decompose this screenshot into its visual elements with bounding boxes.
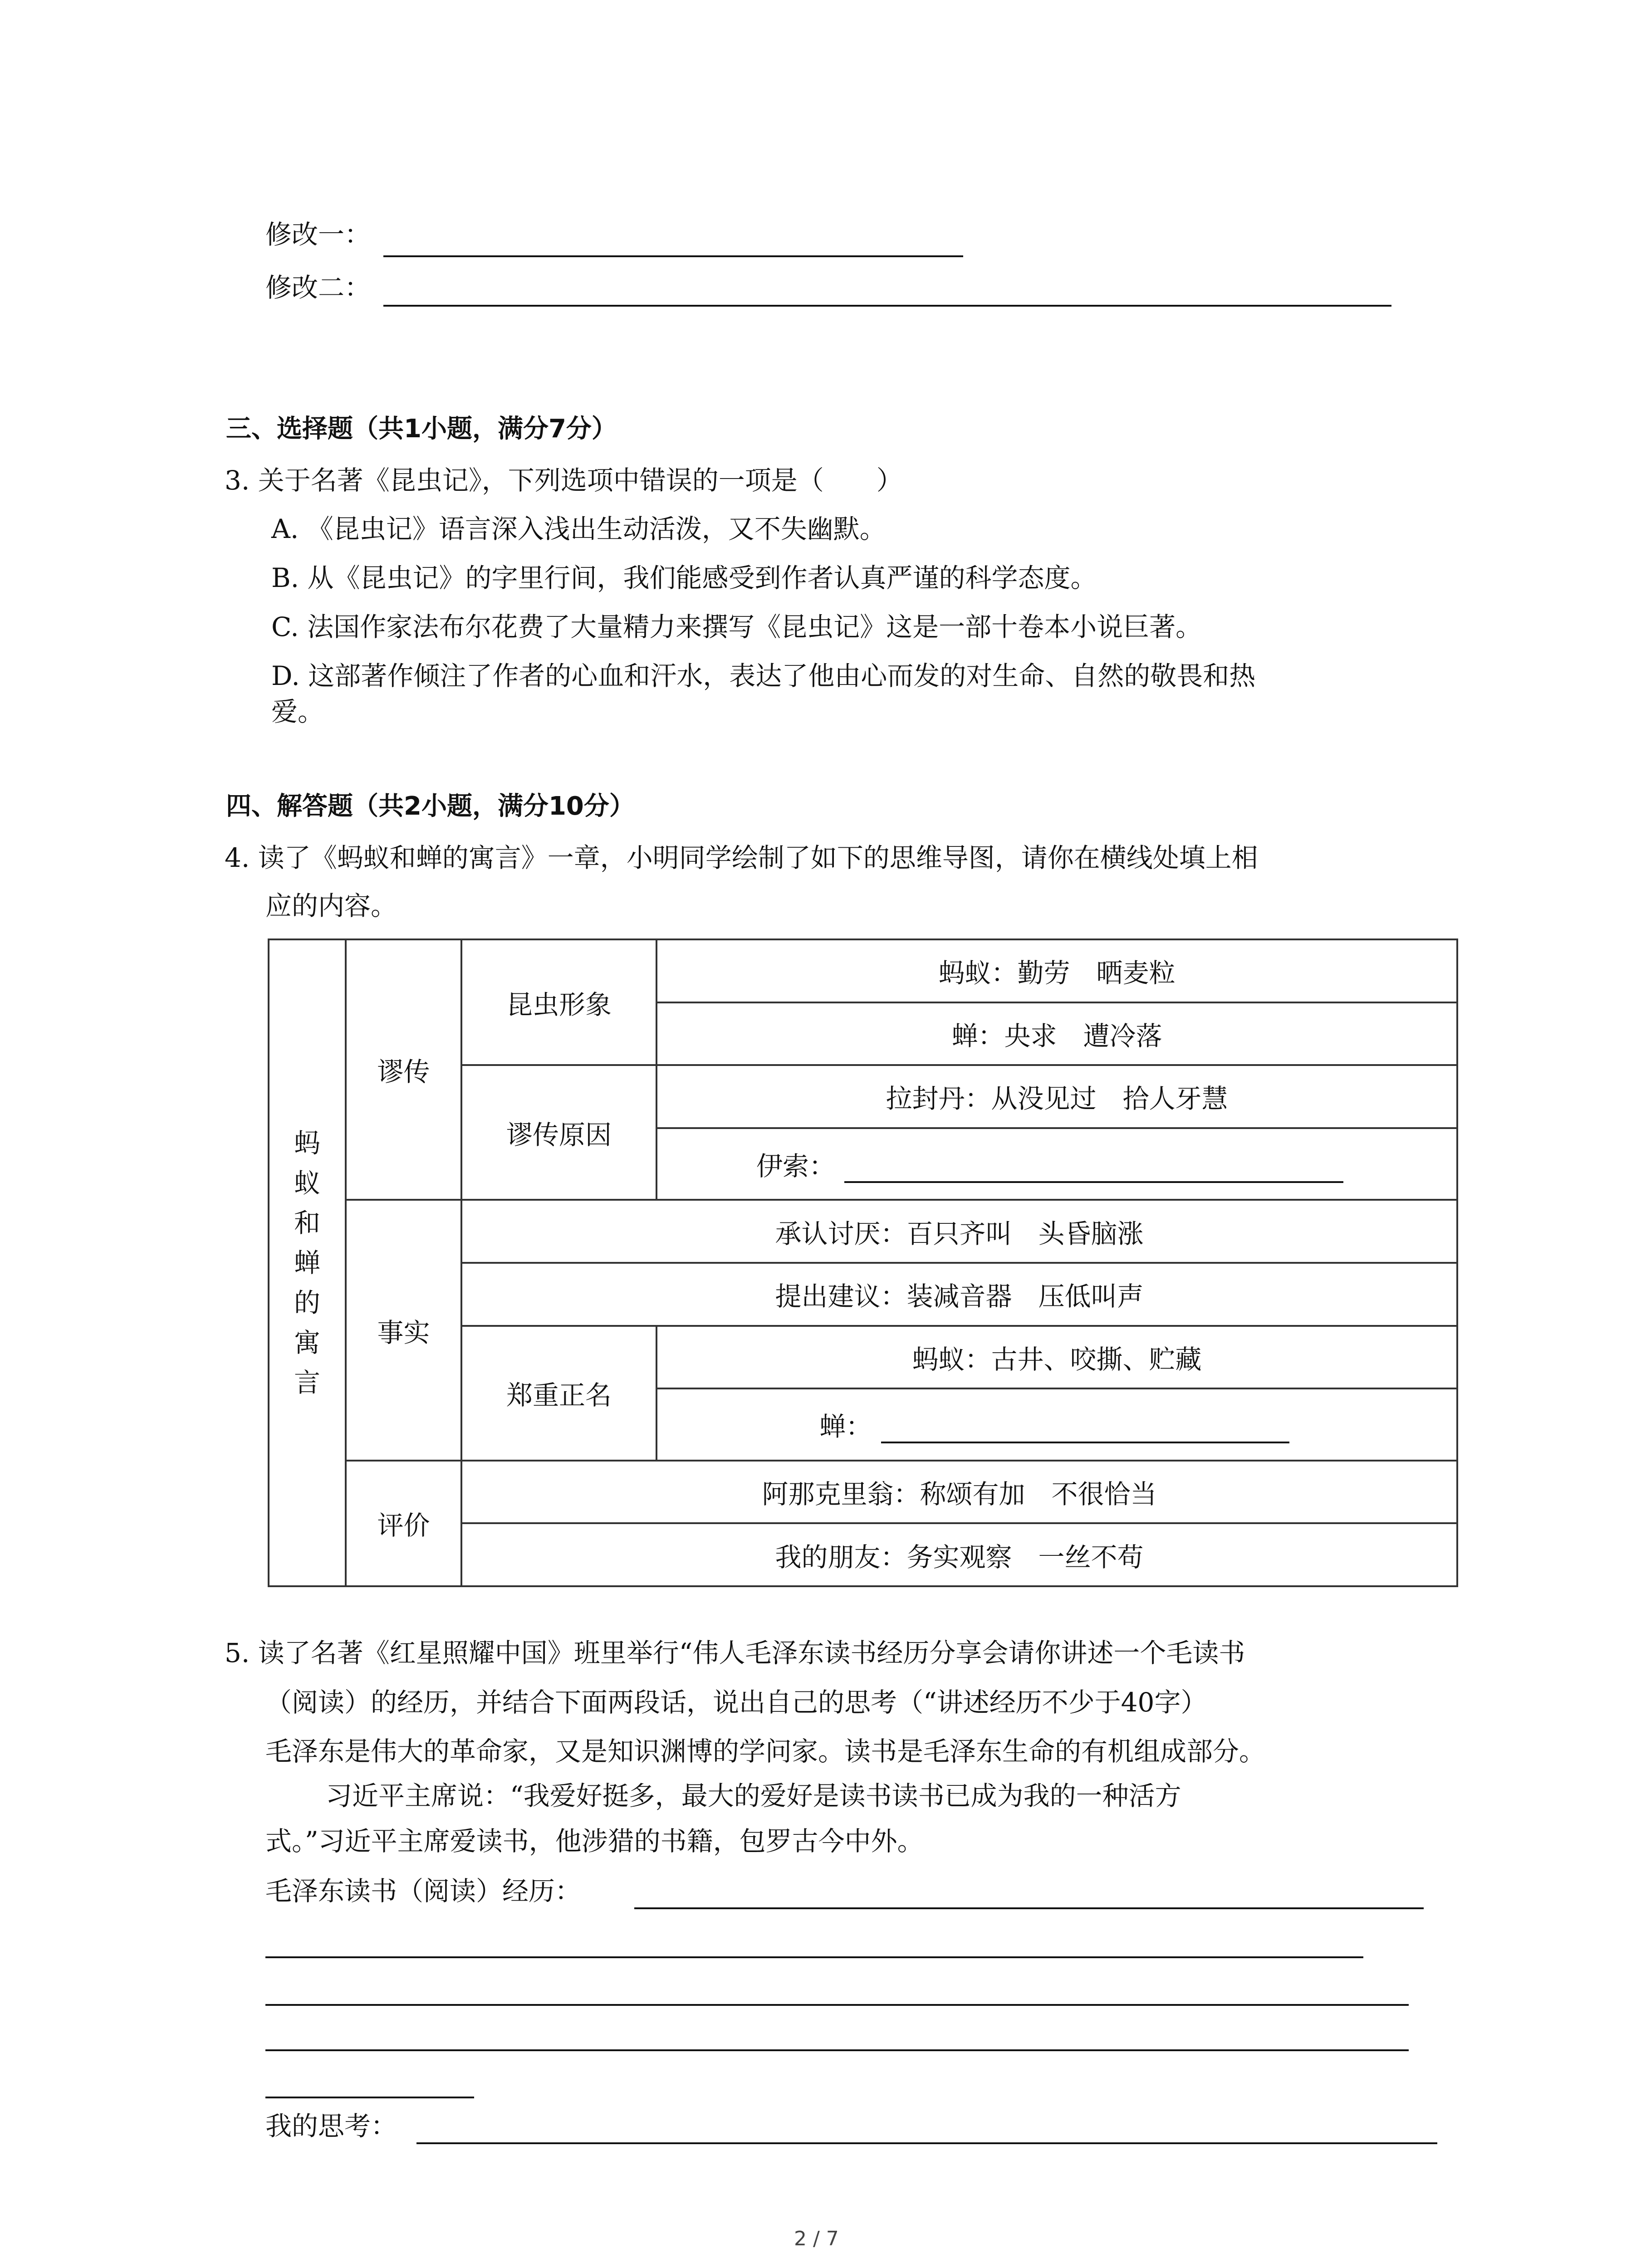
experience-blank-3[interactable] bbox=[265, 2004, 1409, 2006]
branch-shishi: 事实 bbox=[346, 1200, 461, 1460]
question-five-line3: 毛泽东是伟大的革命家，又是知识渊博的学问家。读书是毛泽东生命的有机组成部分。 bbox=[265, 1736, 1266, 1767]
question-five-line4: 习近平主席说：“我爱好挺多，最大的爱好是读书读书已成为我的一种活方 bbox=[326, 1780, 1181, 1811]
aesop-row bbox=[656, 1128, 1457, 1200]
section-three-heading: 三、选择题（共1小题，满分7分） bbox=[226, 414, 617, 444]
admit-annoying: 承认讨厌：百只齐叫 头昏脑涨 bbox=[461, 1200, 1457, 1263]
experience-label: 毛泽东读书（阅读）经历： bbox=[265, 1876, 582, 1906]
option-d-line2: 爱。 bbox=[271, 696, 324, 727]
ant-fact: 蚂蚁：古井、咬撕、贮藏 bbox=[656, 1326, 1457, 1389]
thinking-blank[interactable] bbox=[416, 2142, 1437, 2144]
revision-one-blank[interactable] bbox=[383, 255, 963, 257]
revision-one-label: 修改一： bbox=[265, 219, 371, 250]
experience-blank-1[interactable] bbox=[634, 1907, 1424, 1909]
cicada-fact-row bbox=[656, 1388, 1457, 1461]
experience-blank-2[interactable] bbox=[265, 1956, 1363, 1958]
thinking-label: 我的思考： bbox=[265, 2111, 397, 2141]
propose-suggestion: 提出建议：装减音器 压低叫声 bbox=[461, 1263, 1457, 1326]
sub-zhengzhong-zhengming: 郑重正名 bbox=[461, 1326, 656, 1461]
option-a: A. 《昆虫记》语言深入浅出生动活泼，又不失幽默。 bbox=[271, 513, 886, 544]
question-five-line5: 式。”习近平主席爱读书，他涉猎的书籍，包罗古今中外。 bbox=[265, 1826, 924, 1857]
question-five-line1: 5. 读了名著《红星照耀中国》班里举行“伟人毛泽东读书经历分享会请你讲述一个毛读书 bbox=[225, 1637, 1245, 1668]
sub-kunchong-xingxiang: 昆虫形象 bbox=[461, 939, 656, 1065]
question-four-line2: 应的内容。 bbox=[265, 890, 397, 921]
revision-two-label: 修改二： bbox=[265, 272, 371, 303]
anacreon-evaluation: 阿那克里翁：称颂有加 不很恰当 bbox=[461, 1461, 1457, 1524]
cicada-image: 蝉：央求 遭冷落 bbox=[656, 1002, 1457, 1066]
branch-pingjia: 评价 bbox=[346, 1461, 461, 1586]
option-b: B. 从《昆虫记》的字里行间，我们能感受到作者认真严谨的科学态度。 bbox=[271, 562, 1097, 593]
experience-blank-4[interactable] bbox=[265, 2049, 1409, 2051]
question-three: 3. 关于名著《昆虫记》，下列选项中错误的一项是（ ） bbox=[225, 465, 903, 496]
cicada-fact-blank[interactable] bbox=[881, 1423, 1289, 1443]
section-four-heading: 四、解答题（共2小题，满分10分） bbox=[226, 792, 635, 821]
experience-blank-5[interactable] bbox=[265, 2097, 474, 2098]
mind-map-root-text: 蚂 蚁 和 蝉 的 寓 言 bbox=[294, 1128, 320, 1398]
mind-map-root bbox=[269, 939, 346, 1586]
ant-image: 蚂蚁：勤劳 晒麦粒 bbox=[656, 939, 1457, 1002]
cicada-fact-label: 蝉： bbox=[819, 1411, 872, 1442]
my-friend-evaluation: 我的朋友：务实观察 一丝不苟 bbox=[461, 1523, 1457, 1586]
page-number: 2 / 7 bbox=[794, 2227, 839, 2250]
la-fontaine: 拉封丹：从没见过 拾人牙慧 bbox=[656, 1065, 1457, 1128]
question-five-line2: （阅读）的经历，并结合下面两段话，说出自己的思考（“讲述经历不少于40字） bbox=[265, 1687, 1207, 1718]
aesop-blank[interactable] bbox=[844, 1163, 1343, 1183]
option-d-line1: D. 这部著作倾注了作者的心血和汗水，表达了他由心而发的对生命、自然的敬畏和热 bbox=[271, 660, 1256, 691]
aesop-label: 伊索： bbox=[756, 1151, 836, 1182]
sub-miuchuan-yuanyin: 谬传原因 bbox=[461, 1065, 656, 1200]
revision-two-blank[interactable] bbox=[383, 305, 1391, 307]
option-c: C. 法国作家法布尔花费了大量精力来撰写《昆虫记》这是一部十卷本小说巨著。 bbox=[271, 611, 1202, 642]
mind-map-table bbox=[268, 938, 1458, 1587]
branch-miuchuan: 谬传 bbox=[346, 939, 461, 1200]
question-four-line1: 4. 读了《蚂蚁和蝉的寓言》一章，小明同学绘制了如下的思维导图，请你在横线处填上相 bbox=[225, 842, 1258, 873]
